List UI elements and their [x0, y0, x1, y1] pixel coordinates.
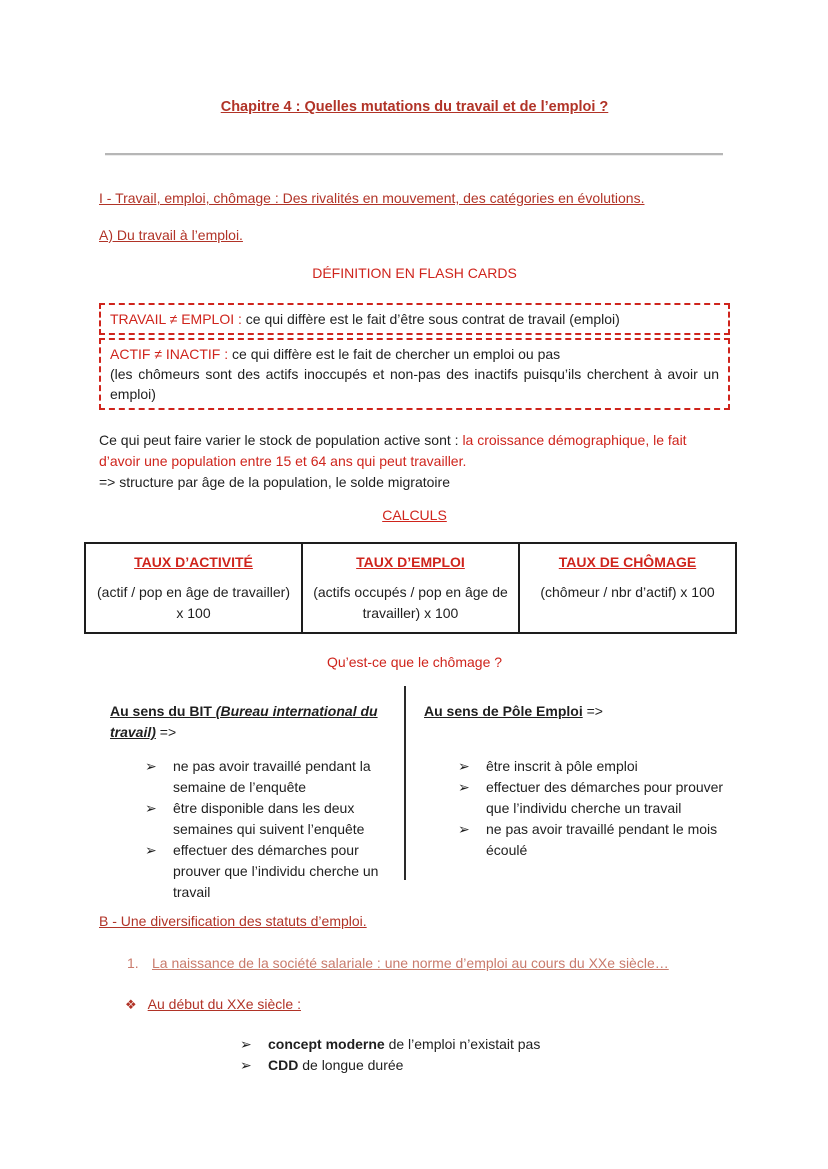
item-rest: de longue durée	[298, 1057, 404, 1073]
list-item	[424, 777, 741, 819]
bold-term: CDD	[268, 1057, 299, 1073]
arrow-bullet-icon: ➢	[458, 821, 470, 837]
list-item-text: effectuer des démarches pour prouver que l’individu cherche un travail	[173, 842, 379, 900]
pole-emploi-definition-column	[424, 701, 741, 861]
rate-cell-activite	[85, 543, 302, 633]
flashcard-actif-inactif	[99, 338, 730, 410]
column-divider	[404, 686, 406, 880]
heading-arrow: =>	[582, 703, 603, 719]
flashcard-definition: ce qui diffère est le fait de chercher un emploi ou pas	[232, 346, 561, 362]
arrow-bullet-icon: ➢	[145, 758, 157, 774]
heading-arrow: =>	[155, 724, 177, 740]
list-item-text: effectuer des démarches pour prouver que l’individu cherche un travail	[486, 779, 724, 816]
column-header: TAUX D’ACTIVITÉ	[134, 554, 253, 570]
flashcard-definition: ce qui diffère est le fait d’être sous contrat de travail (emploi)	[245, 311, 620, 327]
diamond-item-text: Au début du XXe siècle :	[147, 996, 301, 1012]
arrow-bullet-icon: ➢	[240, 1036, 252, 1052]
arrow-bullet-icon: ➢	[458, 758, 470, 774]
bold-term: concept moderne	[268, 1036, 385, 1052]
chomage-definitions-columns	[99, 701, 730, 900]
section-b-heading: B - Une diversification des statuts d’emploi.	[99, 913, 367, 929]
heading-main: Au sens de Pôle Emploi	[424, 703, 583, 719]
diamond-bullet-icon: ❖	[125, 997, 137, 1012]
rate-formula: (actif / pop en âge de travailler) x 100	[97, 584, 290, 621]
section-1-heading: I - Travail, emploi, chômage : Des rivalités en mouvement, des catégories en évolutions.	[99, 190, 645, 206]
list-item	[424, 756, 741, 777]
page-title: Chapitre 4 : Quelles mutations du travail et de l’emploi ?	[220, 99, 609, 115]
list-number: 1.	[127, 955, 139, 971]
rate-cell-emploi	[302, 543, 519, 633]
heading-main: Au sens du BIT	[110, 703, 216, 719]
table-row	[85, 543, 736, 633]
column-header: TAUX DE CHÔMAGE	[558, 554, 697, 570]
list-item	[99, 1034, 730, 1055]
population-paragraph	[99, 430, 730, 493]
flashcard-term: TRAVAIL ≠ EMPLOI :	[110, 311, 242, 327]
bit-criteria-list	[110, 756, 393, 903]
flashcard-line	[110, 344, 719, 364]
list-item-text: être inscrit à pôle emploi	[486, 758, 638, 774]
arrow-bullet-icon: ➢	[145, 842, 157, 858]
arrow-bullet-icon: ➢	[145, 800, 157, 816]
flashcard-travail-emploi	[99, 303, 730, 335]
horizontal-rule	[105, 153, 723, 156]
list-item-text: ne pas avoir travaillé pendant le mois écoulé	[486, 821, 718, 858]
numbered-item-text: La naissance de la société salariale : une norme d’emploi au cours du XXe siècle…	[152, 955, 669, 971]
pole-criteria-list	[424, 756, 741, 861]
rate-formula: (chômeur / nbr d’actif) x 100	[540, 584, 715, 600]
paragraph-highlight: la croissance démographique, le fait d’avoir une population entre 15 et 64 ans qui peut travailler.	[99, 432, 687, 469]
flashcards-heading: DÉFINITION EN FLASH CARDS	[312, 265, 517, 281]
diamond-item-xxe-siecle	[99, 994, 730, 1015]
list-item	[424, 819, 741, 861]
bit-column-heading	[110, 701, 393, 743]
rate-cell-chomage	[519, 543, 736, 633]
list-item	[99, 1055, 730, 1076]
bit-definition-column	[110, 701, 393, 903]
list-item	[110, 840, 393, 903]
list-item-text	[268, 1055, 403, 1076]
heading-italic: (Bureau international du travail)	[110, 703, 378, 740]
list-item-text: être disponible dans les deux semaines qui suivent l’enquête	[173, 800, 365, 837]
item-rest: de l’emploi n’existait pas	[384, 1036, 541, 1052]
arrow-bullet-icon: ➢	[458, 779, 470, 795]
pole-column-heading	[424, 701, 741, 722]
arrow-bullet-icon: ➢	[240, 1057, 252, 1073]
flashcard-term: ACTIF ≠ INACTIF :	[110, 346, 229, 362]
list-item	[110, 756, 393, 798]
list-item-text: ne pas avoir travaillé pendant la semaine de l’enquête	[173, 758, 371, 795]
paragraph-followup: => structure par âge de la population, le solde migratoire	[99, 474, 450, 490]
list-item-text	[268, 1034, 540, 1055]
chomage-question: Qu’est-ce que le chômage ?	[326, 654, 503, 670]
paragraph-intro: Ce qui peut faire varier le stock de population active sont :	[99, 432, 463, 448]
rates-table	[84, 542, 737, 634]
column-header: TAUX D’EMPLOI	[356, 554, 465, 570]
rate-formula: (actifs occupés / pop en âge de travailler) x 100	[313, 584, 508, 621]
calculs-heading: CALCULS	[382, 507, 447, 523]
list-item	[110, 798, 393, 840]
numbered-item-societe-salariale	[99, 953, 730, 974]
subsection-a-heading: A) Du travail à l’emploi.	[99, 227, 243, 243]
flashcard-note: (les chômeurs sont des actifs inoccupés et non-pas des inactifs puisqu’ils cherchent à avoir un emploi)	[110, 366, 719, 402]
era-bullet-list	[99, 1034, 730, 1076]
